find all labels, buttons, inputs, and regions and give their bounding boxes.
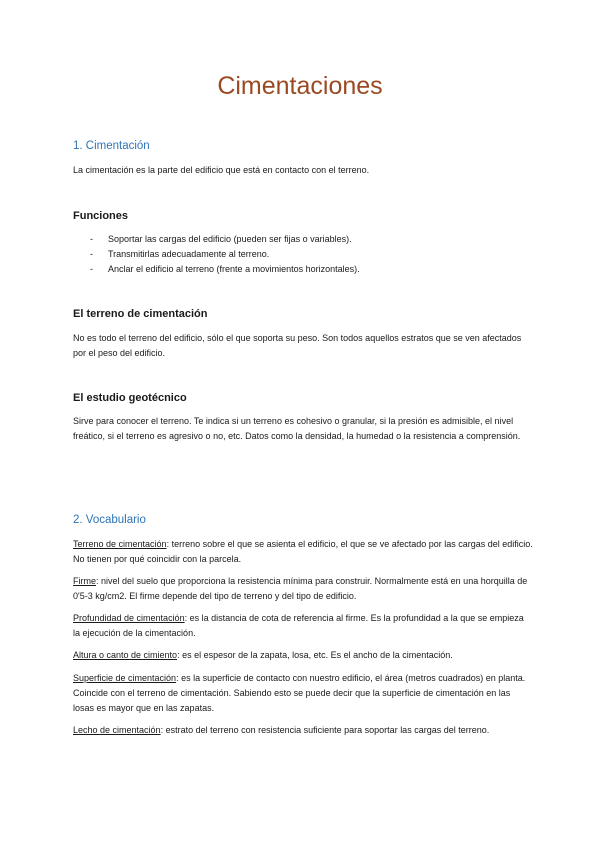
vocab-definition: : estrato del terreno con resistencia suficiente para soportar las cargas del terreno. (160, 725, 490, 735)
terreno-text: No es todo el terreno del edificio, sólo el que soporta su peso. Son todos aquellos estratos que se ven afectados por el peso del edificio. (73, 333, 522, 358)
vocab-entry-profundidad (73, 611, 533, 641)
vocab-term: Lecho de cimentación (73, 725, 161, 735)
vocab-entry-superficie (73, 671, 533, 716)
list-item: - Soportar las cargas del edificio (pueden ser fijas o variables). (90, 234, 352, 244)
vocab-term: Profundidad de cimentación (73, 613, 185, 623)
vocab-definition: : es la superficie de contacto con nuestro edificio, el área (metros cuadrados) en planta. Coincide con el terreno de cimentación. Sabiendo esto se puede decir que la superficie de cimentación en las losas es mayor que en las zapatas. (73, 673, 526, 713)
vocab-entry-terreno (73, 537, 533, 567)
estudio-heading: El estudio geotécnico (73, 392, 187, 404)
document-title: Cimentaciones (217, 72, 383, 100)
funciones-heading: Funciones (73, 210, 129, 222)
vocab-term: Terreno de cimentación (73, 539, 167, 549)
estudio-text: Sirve para conocer el terreno. Te indica si un terreno es cohesivo o granular, si la presión es admisible, el nivel freático, si el terreno es agresivo o no, etc. Datos como la densidad, la humedad o la resistencia a comprensión. (73, 416, 521, 441)
funciones-list (90, 232, 360, 277)
vocab-entry-lecho (73, 723, 533, 738)
vocab-definition: : es la distancia de cota de referencia al firme. Es la profundidad a la que se empieza la ejecución de la cimentación. (73, 613, 524, 638)
vocab-term: Firme (73, 576, 96, 586)
vocab-entry-altura (73, 648, 533, 663)
list-item: - Anclar el edificio al terreno (frente a movimientos horizontales). (90, 264, 360, 274)
vocab-definition: : nivel del suelo que proporciona la resistencia mínima para construir. Normalmente está en una horquilla de 0'5-3 kg/cm2. El firme depende del tipo de terreno y del tipo de edificio. (73, 576, 528, 601)
terreno-heading: El terreno de cimentación (73, 308, 208, 320)
list-item: - Transmitirlas adecuadamente al terreno. (90, 249, 270, 259)
section-heading-cimentacion: 1. Cimentación (73, 140, 150, 152)
section-heading-vocabulario: 2. Vocabulario (73, 514, 146, 526)
vocab-term: Altura o canto de cimiento (73, 650, 178, 660)
vocab-definition: : terreno sobre el que se asienta el edificio, el que se ve afectado por las cargas del edificio. No tienen por qué coincidir con la parcela. (73, 539, 533, 564)
cimentacion-intro: La cimentación es la parte del edificio que está en contacto con el terreno. (73, 165, 370, 175)
vocab-term: Superficie de cimentación (73, 673, 177, 683)
vocab-definition: : es el espesor de la zapata, losa, etc. Es el ancho de la cimentación. (177, 650, 453, 660)
vocab-entry-firme (73, 574, 533, 604)
